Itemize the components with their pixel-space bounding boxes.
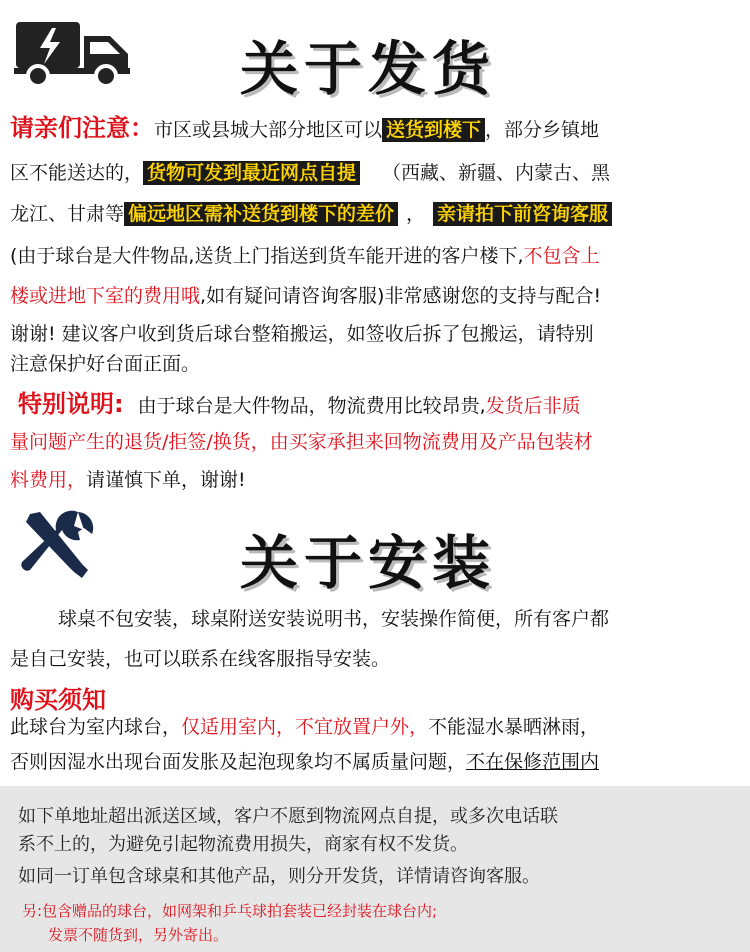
shipping-paragraph-line-5: [10, 282, 601, 310]
remark-line-2: 发票不随货到，另外寄出。: [48, 926, 229, 944]
text-red: 不包含上: [523, 245, 600, 267]
highlight-consult: 亲请拍下前咨询客服: [433, 202, 612, 226]
shipping-title: 关于发货: [240, 35, 497, 103]
text: 请谨慎下单，谢谢!: [86, 469, 246, 491]
shipping-paragraph-line-4: [10, 242, 600, 270]
text-red: 料费用，: [10, 469, 87, 491]
truck-icon: [14, 18, 132, 90]
install-line-1: 球桌不包安装，球桌附送安装说明书，安装操作简便，所有客户都: [58, 608, 610, 630]
purchase-line-1: [10, 713, 599, 741]
note-line-3: 如同一订单包含球桌和其他产品，则分开发货，详情请咨询客服。: [18, 866, 540, 887]
purchase-line-2: [10, 748, 599, 776]
remark-line-1: 另:包含赠品的球台，如网架和乒乓球拍套装已经封装在球台内;: [22, 902, 438, 920]
note-line-2: 系不上的，为避免引起物流费用损失，商家有权不发货。: [18, 834, 468, 855]
shipping-paragraph-line-2: [10, 159, 610, 187]
shipping-paragraph-line-3: [10, 200, 612, 228]
text: 市区或县城大部分地区可以: [154, 119, 383, 141]
text: 不能湿水暴晒淋雨，: [428, 716, 600, 738]
text: 龙江、甘肃等: [10, 203, 125, 225]
install-line-2: 是自己安装，也可以联系在线客服指导安装。: [10, 648, 391, 670]
purchase-title: 购买须知: [10, 686, 106, 714]
text: 由于球台是大件物品，物流费用比较昂贵,: [137, 395, 486, 417]
text: （西藏、新疆、内蒙古、黑: [382, 162, 611, 184]
notice-label: 请亲们注意：: [10, 114, 154, 142]
note-line-1: 如下单地址超出派送区域，客户不愿到物流网点自提，或多次电话联: [18, 806, 558, 827]
shipping-paragraph-line-6: 谢谢! 建议客户收到货后球台整箱搬运，如签收后拆了包搬运，请特别: [10, 323, 594, 345]
text: 否则因湿水出现台面发胀及起泡现象均不属质量问题，: [10, 751, 467, 773]
text-red: 发货后非质: [485, 395, 581, 417]
install-title: 关于安装: [240, 529, 497, 597]
text: 此球台为室内球台，: [10, 716, 182, 738]
special-line-3: [10, 466, 246, 494]
text-underlined: 不在保修范围内: [466, 751, 600, 773]
highlight-remote-areas: 偏远地区需补送货到楼下的差价: [124, 202, 398, 226]
highlight-pickup: 货物可发到最近网点自提: [143, 161, 360, 185]
notes-box: [0, 786, 750, 952]
text-red: 楼或进地下室的费用哦: [10, 285, 201, 307]
text: ，部分乡镇地: [485, 119, 600, 141]
tools-icon: [18, 506, 100, 586]
shipping-paragraph-line-7: 注意保护好台面正面。: [10, 353, 201, 375]
special-line-1: [10, 390, 581, 420]
highlight-deliver-downstairs: 送货到楼下: [382, 118, 485, 142]
text: (由于球台是大件物品,送货上门指送到货车能开进的客户楼下,: [10, 245, 524, 267]
special-line-2: 量问题产生的退货/拒签/换货，由买家承担来回物流费用及产品包装材: [10, 431, 593, 453]
text-red: 仅适用室内，不宜放置户外，: [181, 716, 429, 738]
text: ，: [406, 203, 426, 225]
shipping-paragraph-line-1: [10, 114, 599, 144]
text: 区不能送达的，: [10, 162, 144, 184]
special-label: 特别说明:: [18, 390, 124, 418]
text: ,如有疑问请咨询客服)非常感谢您的支持与配合!: [200, 285, 602, 307]
